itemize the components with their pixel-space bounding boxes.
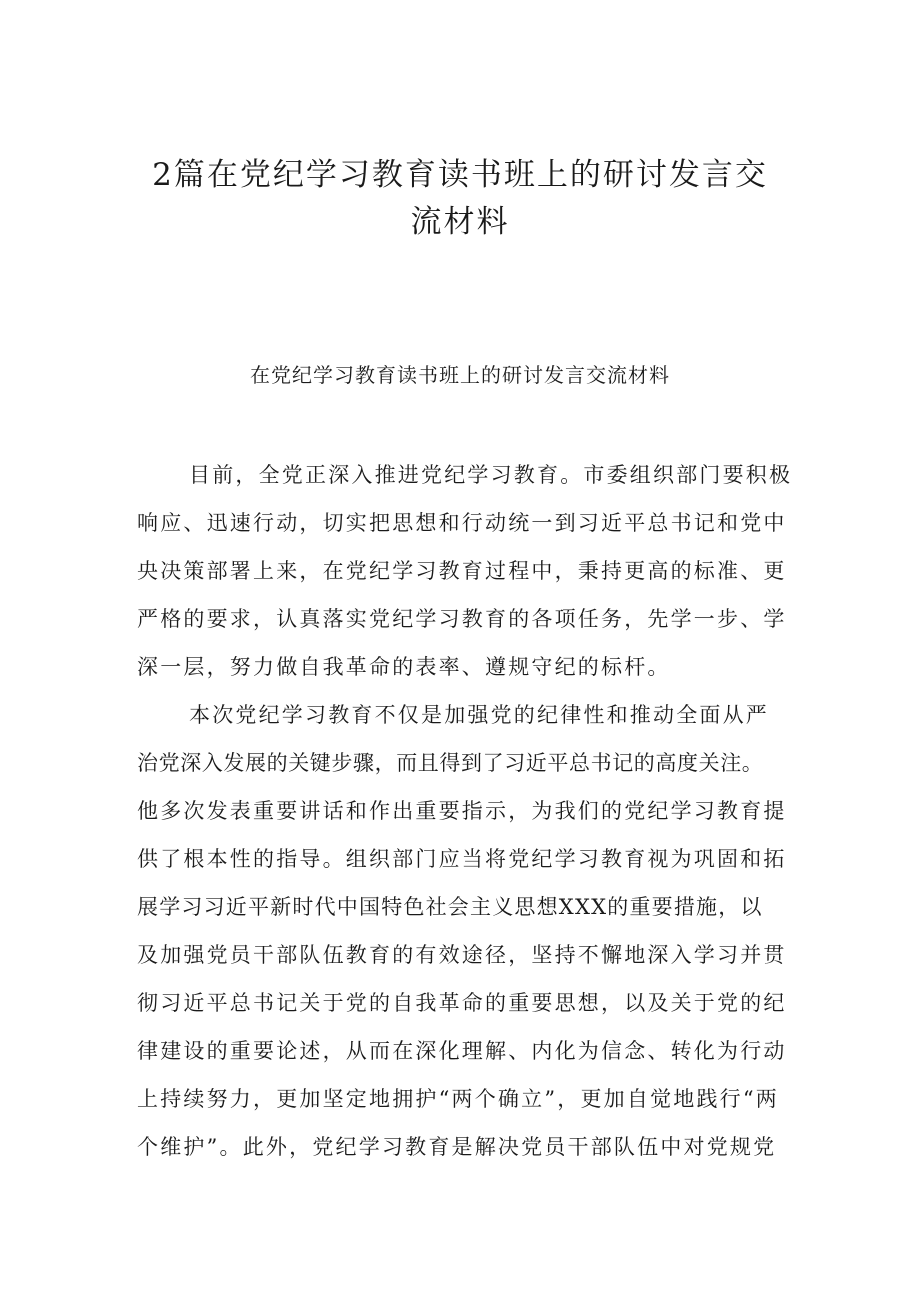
paragraph-1-line: 目前，全党正深入推进党纪学习教育。市委组织部门要积极 xyxy=(189,463,793,487)
paragraph-1-line: 响应、迅速行动，切实把思想和行动统一到习近平总书记和党中 xyxy=(137,511,787,535)
document-body xyxy=(137,451,837,1171)
paragraph-2-line: 治党深入发展的关键步骤，而且得到了习近平总书记的高度关注。 xyxy=(137,751,764,775)
paragraph-2-line: 他多次发表重要讲话和作出重要指示，为我们的党纪学习教育提 xyxy=(137,799,787,823)
paragraph-1-line: 深一层，努力做自我革命的表率、遵规守纪的标杆。 xyxy=(137,655,671,679)
paragraph-2-line: 彻习近平总书记关于党的自我革命的重要思想，以及关于党的纪 xyxy=(137,991,787,1015)
paragraph-2-line: 及加强党员干部队伍教育的有效途径，坚持不懈地深入学习并贯 xyxy=(137,943,787,967)
title-line-2: 流材料 xyxy=(410,204,510,240)
paragraph-2-line: 供了根本性的指导。组织部门应当将党纪学习教育视为巩固和拓 xyxy=(137,847,787,871)
paragraph-1-line: 央决策部署上来，在党纪学习教育过程中，秉持更高的标准、更 xyxy=(137,559,787,583)
paragraph-2-line: 展学习习近平新时代中国特色社会主义思想XXX的重要措施，以 xyxy=(137,895,763,919)
title-line-1: 2篇在党纪学习教育读书班上的研讨发言交 xyxy=(152,157,768,193)
paragraph-1-line: 严格的要求，认真落实党纪学习教育的各项任务，先学一步、学 xyxy=(137,607,787,631)
paragraph-2-line: 律建设的重要论述，从而在深化理解、内化为信念、转化为行动 xyxy=(137,1039,787,1063)
paragraph-2-line: 个维护”。此外，党纪学习教育是解决党员干部队伍中对党规党 xyxy=(137,1135,777,1159)
paragraph-2-line: 上持续努力，更加坚定地拥护“两个确立”，更加自觉地践行“两 xyxy=(137,1087,780,1111)
paragraph-2-line: 本次党纪学习教育不仅是加强党的纪律性和推动全面从严 xyxy=(189,703,769,727)
document-title xyxy=(0,152,920,246)
document-subtitle: 在党纪学习教育读书班上的研讨发言交流材料 xyxy=(250,363,670,387)
